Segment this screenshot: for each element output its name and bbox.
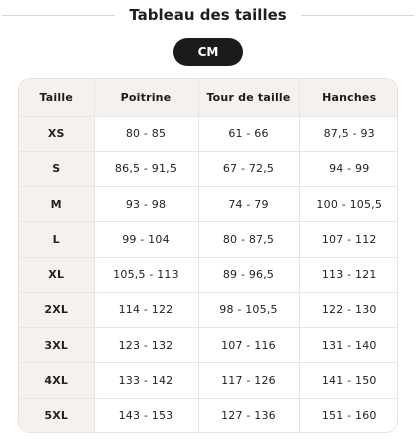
size-table-container [18,78,398,433]
table-row [19,292,398,327]
cell-chest: 86,5 - 91,5 [94,151,198,186]
cell-size: 4XL [19,363,94,398]
cell-size: 2XL [19,292,94,327]
cell-hips: 107 - 112 [299,222,398,257]
cell-waist: 67 - 72,5 [198,151,299,186]
cell-size: 3XL [19,328,94,363]
cell-chest: 93 - 98 [94,187,198,222]
cell-waist: 127 - 136 [198,398,299,432]
cell-hips: 141 - 150 [299,363,398,398]
column-header-hanches: Hanches [299,79,398,116]
cell-size: XL [19,257,94,292]
cell-waist: 80 - 87,5 [198,222,299,257]
cell-hips: 87,5 - 93 [299,116,398,151]
cell-waist: 107 - 116 [198,328,299,363]
cell-hips: 122 - 130 [299,292,398,327]
cell-waist: 61 - 66 [198,116,299,151]
table-body [19,116,398,432]
cell-chest: 123 - 132 [94,328,198,363]
cell-size: XS [19,116,94,151]
cell-hips: 131 - 140 [299,328,398,363]
cell-size: M [19,187,94,222]
cell-hips: 94 - 99 [299,151,398,186]
unit-cm-button[interactable]: CM [173,38,243,66]
table-row [19,257,398,292]
size-table [19,79,398,432]
cell-waist: 117 - 126 [198,363,299,398]
cell-chest: 99 - 104 [94,222,198,257]
table-row [19,187,398,222]
cell-chest: 143 - 153 [94,398,198,432]
column-header-taille: Taille [19,79,94,116]
table-row [19,151,398,186]
cell-chest: 114 - 122 [94,292,198,327]
table-row [19,328,398,363]
cell-waist: 89 - 96,5 [198,257,299,292]
cell-hips: 151 - 160 [321,408,377,422]
table-row [19,222,398,257]
title-row [0,4,416,26]
cell-hips: 100 - 105,5 [299,187,398,222]
title-divider-left [2,15,115,16]
column-header-poitrine: Poitrine [94,79,198,116]
column-header-tour-de-taille: Tour de taille [198,79,299,116]
table-row [19,116,398,151]
cell-waist: 98 - 105,5 [198,292,299,327]
cell-chest: 80 - 85 [94,116,198,151]
cell-chest: 105,5 - 113 [94,257,198,292]
cell-hips: 113 - 121 [299,257,398,292]
table-row [19,398,398,432]
table-header-row [19,79,398,116]
page-title: Tableau des tailles [129,6,287,24]
title-divider-right [301,15,414,16]
cell-size: 5XL [19,398,94,432]
cell-size: L [19,222,94,257]
cell-size: S [19,151,94,186]
table-row [19,363,398,398]
cell-chest: 133 - 142 [94,363,198,398]
cell-waist: 74 - 79 [198,187,299,222]
